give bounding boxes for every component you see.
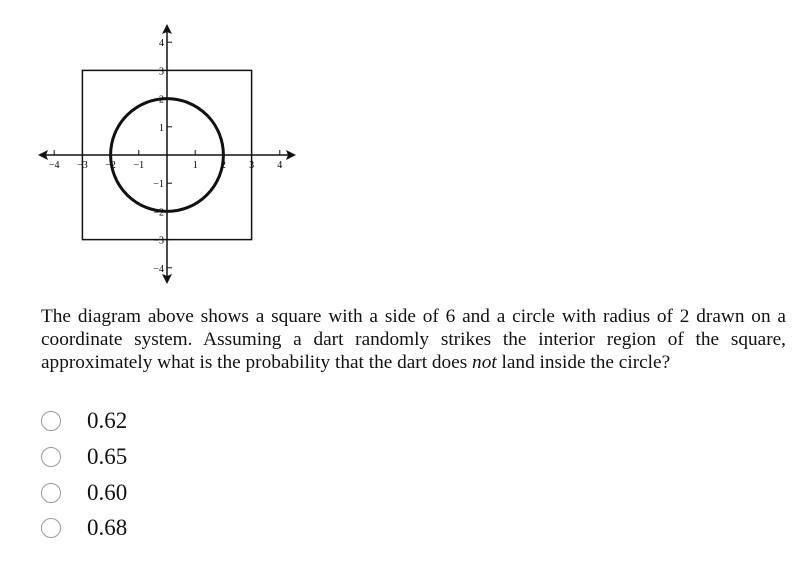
question-part: The diagram above shows a square with a side of 6 and a circle with radius of 2 drawn on a coordinate system. Assuming a dart randomly strikes the interior region of the square, approximately what is the probability that the dart does (41, 306, 786, 373)
x-tick-label: 3 (249, 160, 255, 171)
axes (38, 24, 296, 284)
x-tick-label: 2 (220, 160, 226, 171)
y-tick-label: 2 (159, 94, 164, 106)
radio-button[interactable] (41, 483, 61, 503)
radio-button[interactable] (41, 447, 61, 467)
y-tick-label: 3 (159, 66, 164, 78)
question-emphasis: not (472, 352, 497, 373)
option-label: 0.60 (87, 480, 128, 505)
x-tick-label: −4 (48, 160, 60, 171)
radio-button[interactable] (41, 518, 61, 538)
y-tick-label: −4 (153, 263, 164, 275)
option-label: 0.62 (87, 408, 128, 433)
option-label: 0.65 (87, 444, 128, 469)
x-tick-label: −3 (77, 160, 88, 171)
question-part: land inside the circle? (496, 352, 671, 373)
option-2[interactable] (41, 442, 128, 472)
y-tick-label: −3 (153, 235, 164, 247)
y-tick-label: −2 (153, 207, 164, 219)
option-4[interactable] (41, 513, 128, 543)
x-tick-label: −2 (105, 160, 116, 171)
x-tick-label: 4 (277, 160, 283, 171)
question-text (41, 305, 786, 374)
y-tick-label: 1 (159, 122, 164, 134)
x-tick-label: −1 (133, 160, 145, 171)
x-tick-label: 1 (192, 160, 198, 171)
coordinate-diagram (0, 0, 320, 290)
y-tick-label: 4 (159, 38, 164, 50)
option-3[interactable] (41, 478, 128, 508)
option-1[interactable] (41, 406, 128, 436)
y-tick-label: −1 (153, 179, 164, 191)
radio-button[interactable] (41, 411, 61, 431)
option-label: 0.68 (87, 515, 128, 540)
